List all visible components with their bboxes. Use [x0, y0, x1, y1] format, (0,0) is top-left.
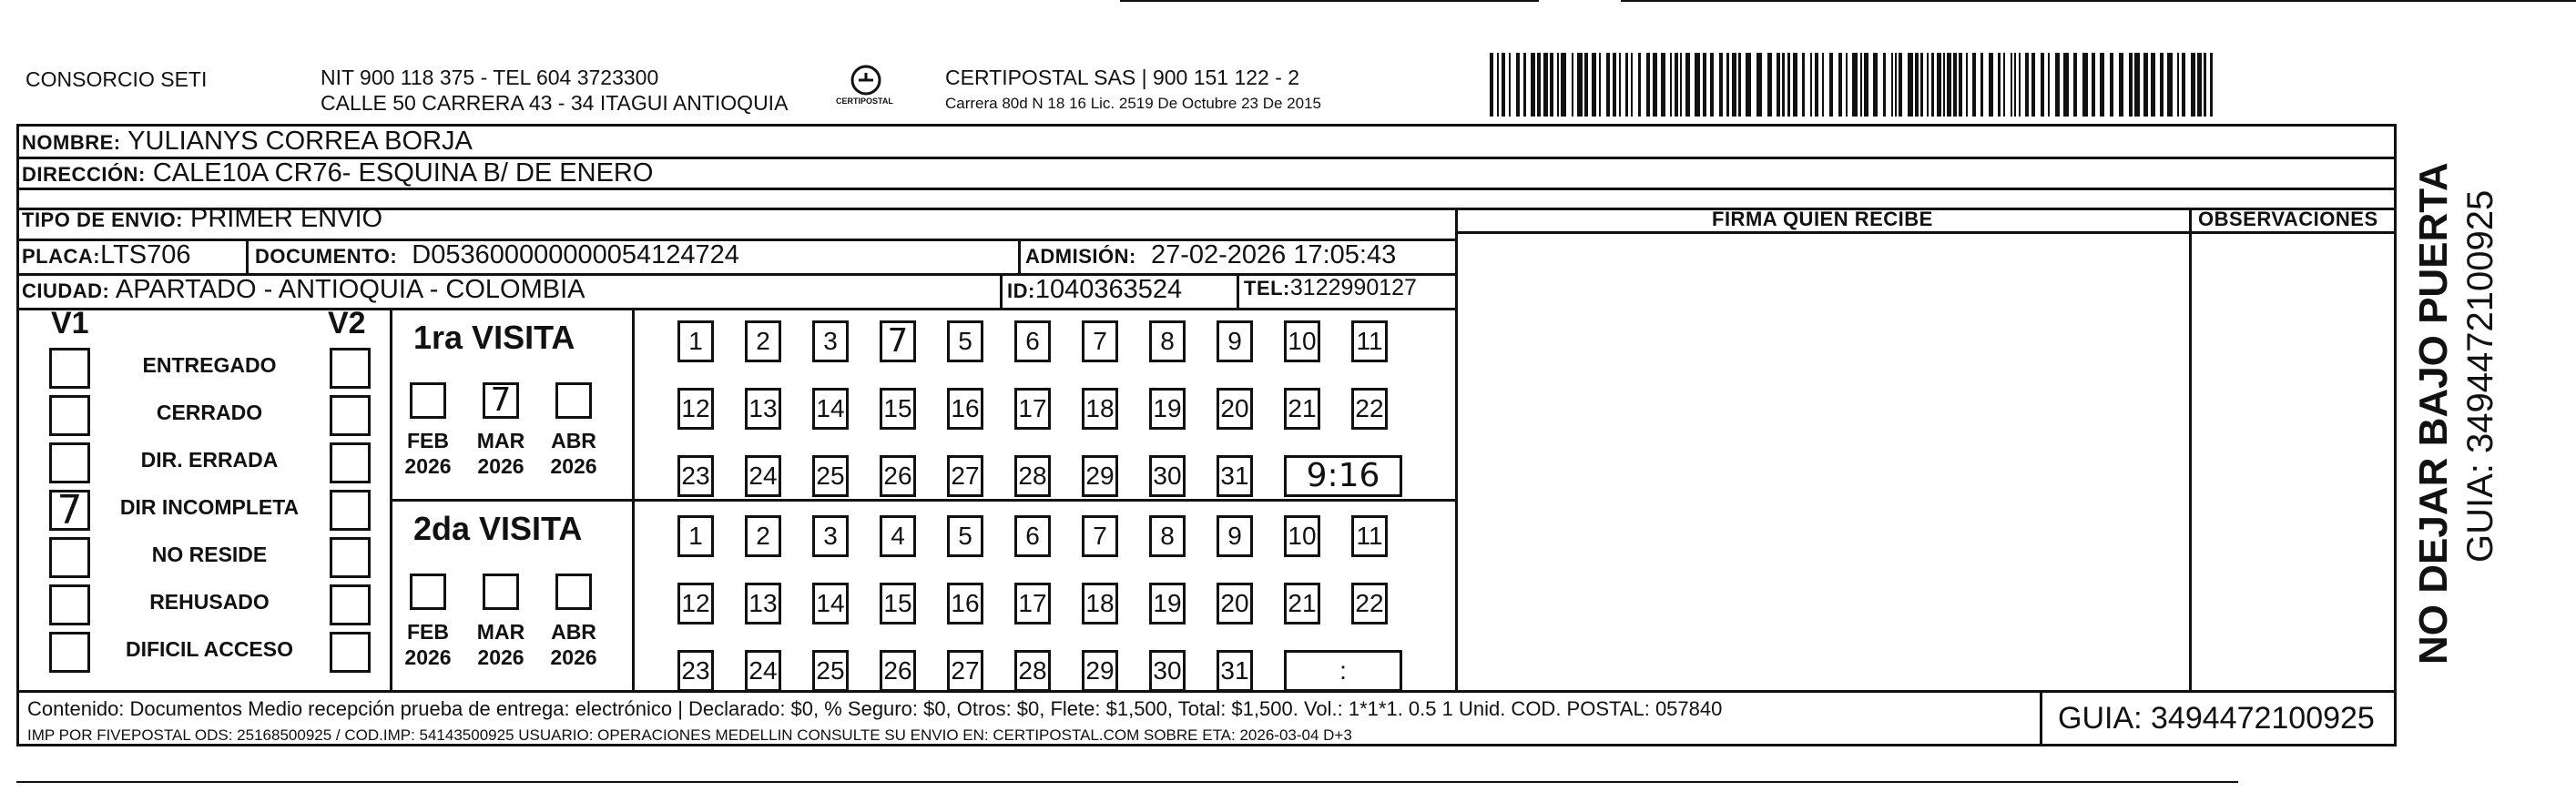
logo-text: CERTIPOSTAL	[836, 96, 893, 106]
barcode-bar	[1998, 53, 2001, 117]
visit2-month-label-mar: MAR	[476, 620, 525, 644]
barcode-bar	[1899, 53, 1902, 117]
visit1-day-19[interactable]: 19	[1149, 388, 1186, 430]
barcode-bar	[1561, 53, 1566, 117]
visit2-day-20[interactable]: 20	[1217, 583, 1253, 624]
visit2-day-2[interactable]: 2	[745, 515, 781, 557]
divider-firma	[1455, 208, 1458, 690]
license-line: Carrera 80d N 18 16 Lic. 2519 De Octubre 23 De 2015	[945, 95, 1321, 112]
barcode-bar	[1497, 53, 1499, 117]
divider-obs	[2189, 208, 2192, 690]
visit2-day-7[interactable]: 7	[1082, 515, 1118, 557]
visit2-day-11[interactable]: 11	[1351, 515, 1388, 557]
barcode-bar	[2063, 53, 2069, 117]
barcode-bar	[1746, 53, 1751, 117]
barcode-bar	[1625, 53, 1628, 117]
barcode-bar	[1891, 53, 1893, 117]
visit1-day-12[interactable]: 12	[677, 388, 714, 430]
visit2-day-12[interactable]: 12	[677, 583, 714, 624]
barcode-bar	[1577, 53, 1583, 117]
barcode-bar	[1653, 53, 1657, 117]
v1-checkbox-cerrado[interactable]	[49, 395, 90, 436]
barcode-bar	[1959, 53, 1962, 117]
visit2-day-14[interactable]: 14	[812, 583, 849, 624]
visit1-day-13[interactable]: 13	[745, 388, 781, 430]
barcode-bar	[2003, 53, 2005, 117]
visit2-day-5[interactable]: 5	[947, 515, 983, 557]
status-label-rehusado: REHUSADO	[149, 590, 270, 614]
placa-row	[22, 240, 191, 270]
visit2-day-24[interactable]: 24	[745, 650, 781, 692]
bottom-rule	[16, 781, 2238, 783]
visit1-day-1[interactable]: 1	[677, 320, 714, 362]
v2-checkbox-dificil-acceso[interactable]	[330, 632, 371, 673]
barcode-bar	[1606, 53, 1610, 117]
visit1-day-11[interactable]: 11	[1351, 320, 1388, 362]
visit1-day-10[interactable]: 10	[1284, 320, 1320, 362]
visit1-month-label-abr: ABR	[551, 429, 596, 452]
barcode-bar	[1943, 53, 1945, 117]
top-rule	[1120, 0, 1539, 2]
barcode-bar	[2041, 53, 2044, 117]
v1-label: V1	[51, 306, 89, 340]
ciudad-value: APARTADO - ANTIOQUIA - COLOMBIA	[115, 275, 585, 304]
barcode-bar	[1557, 53, 1559, 117]
v1-checkbox-dir-errada[interactable]	[49, 442, 90, 483]
visit2-day-13[interactable]: 13	[745, 583, 781, 624]
barcode-bar	[2210, 53, 2213, 117]
barcode-bar	[1726, 53, 1729, 117]
barcode	[1490, 53, 2218, 117]
visit1-day-3[interactable]: 3	[812, 320, 849, 362]
barcode-bar	[1584, 53, 1588, 117]
visit1-month-box-abr[interactable]	[555, 382, 592, 419]
visit2-day-8[interactable]: 8	[1149, 515, 1186, 557]
barcode-bar	[2182, 53, 2185, 117]
observaciones-header: OBSERVACIONES	[2198, 208, 2378, 230]
barcode-bar	[2048, 53, 2050, 117]
barcode-bar	[1793, 53, 1797, 117]
barcode-bar	[1756, 53, 1762, 117]
barcode-bar	[1732, 53, 1736, 117]
v2-label: V2	[328, 306, 366, 340]
barcode-bar	[2073, 53, 2077, 117]
visit2-day-9[interactable]: 9	[1217, 515, 1253, 557]
visit1-day-16[interactable]: 16	[947, 388, 983, 430]
visit1-day-29[interactable]: 29	[1082, 455, 1118, 497]
barcode-bar	[1550, 53, 1553, 117]
visit1-day-26[interactable]: 26	[880, 455, 916, 497]
barcode-bar	[1572, 53, 1573, 117]
documento-row	[255, 240, 739, 270]
v2-checkbox-no-reside[interactable]	[330, 537, 371, 578]
direccion-row	[22, 158, 653, 188]
v1-checkbox-dir-incompleta[interactable]: 7	[49, 490, 90, 531]
barcode-bar	[1777, 53, 1780, 117]
visit2-day-23[interactable]: 23	[677, 650, 714, 692]
barcode-bar	[1670, 53, 1672, 117]
documento-label: DOCUMENTO:	[255, 245, 398, 268]
barcode-bar	[2134, 53, 2140, 117]
ciudad-row	[22, 275, 585, 305]
visit2-day-28[interactable]: 28	[1014, 650, 1051, 692]
barcode-bar	[1767, 53, 1772, 117]
barcode-bar	[1972, 53, 1976, 117]
footer-line1: Contenido: Documentos Medio recepción prueba de entrega: electrónico | Declarado: $0, % Seguro: $0, Otros: $0, Flete: $1,500, Total: $1,500. Vol.: 1*1*1. 0.5 1 Unid. COD. POSTAL: 057840	[27, 697, 1723, 720]
visit2-day-4[interactable]: 4	[880, 515, 916, 557]
barcode-bar	[1953, 53, 1957, 117]
barcode-bar	[1966, 53, 1968, 117]
barcode-bar	[1802, 53, 1805, 117]
tel-label: TEL:	[1244, 277, 1290, 300]
visit2-day-6[interactable]: 6	[1014, 515, 1051, 557]
barcode-bar	[1502, 53, 1505, 117]
admision-value: 27-02-2026 17:05:43	[1150, 240, 1397, 269]
documento-value: D053600000000054124724	[412, 240, 739, 269]
barcode-bar	[2177, 53, 2179, 117]
barcode-bar	[1719, 53, 1723, 117]
visit2-day-21[interactable]: 21	[1284, 583, 1320, 624]
v1-checkbox-entregado[interactable]	[49, 348, 90, 389]
barcode-bar	[1703, 53, 1706, 117]
visit1-day-21[interactable]: 21	[1284, 388, 1320, 430]
barcode-bar	[1523, 53, 1526, 117]
admision-label: ADMISIÓN:	[1025, 245, 1136, 268]
direccion-label: DIRECCIÓN:	[22, 163, 146, 186]
visit1-year-label-abr: 2026	[550, 454, 597, 478]
barcode-bar	[2143, 53, 2148, 117]
id-value: 1040363524	[1034, 275, 1183, 304]
visit2-month-box-abr[interactable]	[555, 574, 592, 610]
company-name: CONSORCIO SETI	[25, 67, 208, 91]
visit2-month-box-feb[interactable]	[410, 574, 446, 610]
visit1-day-2[interactable]: 2	[745, 320, 781, 362]
tel-row	[1244, 275, 1417, 301]
visit2-year-label-abr: 2026	[550, 645, 597, 669]
visit1-day-28[interactable]: 28	[1014, 455, 1051, 497]
nombre-value: YULIANYS CORREA BORJA	[127, 127, 473, 156]
barcode-bar	[2110, 53, 2113, 117]
visit1-day-9[interactable]: 9	[1217, 320, 1253, 362]
visit1-day-6[interactable]: 6	[1014, 320, 1051, 362]
visit2-day-22[interactable]: 22	[1351, 583, 1388, 624]
status-label-entregado: ENTREGADO	[142, 353, 277, 377]
visit1-day-8[interactable]: 8	[1149, 320, 1186, 362]
barcode-bar	[1815, 53, 1818, 117]
visit1-day-7[interactable]: 7	[1082, 320, 1118, 362]
barcode-bar	[1531, 53, 1535, 117]
barcode-bar	[2019, 53, 2021, 117]
barcode-bar	[1920, 53, 1923, 117]
barcode-bar	[1685, 53, 1690, 117]
side-guia: GUIA: 3494472100925	[2460, 189, 2500, 563]
admision-row	[1025, 240, 1396, 270]
visit2-month-label-feb: FEB	[407, 620, 449, 644]
divider-id	[1000, 273, 1003, 308]
visit2-day-10[interactable]: 10	[1284, 515, 1320, 557]
visit2-time-box[interactable]: :	[1284, 650, 1402, 692]
visit2-year-label-feb: 2026	[404, 645, 452, 669]
rule-6	[16, 308, 1455, 310]
v2-checkbox-entregado[interactable]	[330, 348, 371, 389]
barcode-bar	[1543, 53, 1548, 117]
rule-firma-head	[1455, 231, 2397, 234]
visit1-day-25[interactable]: 25	[812, 455, 849, 497]
ciudad-label: CIUDAD:	[22, 279, 110, 302]
visit2-day-16[interactable]: 16	[947, 583, 983, 624]
barcode-bar	[1895, 53, 1897, 117]
visit2-day-26[interactable]: 26	[880, 650, 916, 692]
barcode-bar	[1619, 53, 1621, 117]
barcode-bar	[2031, 53, 2035, 117]
barcode-bar	[1710, 53, 1714, 117]
v1-checkbox-dificil-acceso[interactable]	[49, 632, 90, 673]
placa-value: LTS706	[100, 240, 191, 269]
barcode-bar	[2092, 53, 2095, 117]
visit1-day-27[interactable]: 27	[947, 455, 983, 497]
visit1-day-18[interactable]: 18	[1082, 388, 1118, 430]
direccion-value: CALE10A CR76- ESQUINA B/ DE ENERO	[152, 158, 654, 188]
v2-checkbox-cerrado[interactable]	[330, 395, 371, 436]
address-line: CALLE 50 CARRERA 43 - 34 ITAGUI ANTIOQUIA	[321, 91, 789, 115]
barcode-bar	[1631, 53, 1633, 117]
visit1-month-box-mar[interactable]: 7	[483, 382, 519, 419]
barcode-bar	[1516, 53, 1520, 117]
barcode-bar	[2025, 53, 2029, 117]
barcode-bar	[2082, 53, 2088, 117]
barcode-bar	[1947, 53, 1951, 117]
v2-checkbox-dir-incompleta[interactable]	[330, 490, 371, 531]
side-no-dejar: NO DEJAR BAJO PUERTA	[2411, 162, 2456, 665]
barcode-bar	[1810, 53, 1812, 117]
divider-placa	[246, 239, 249, 273]
barcode-bar	[2197, 53, 2202, 117]
barcode-bar	[1822, 53, 1824, 117]
v1-checkbox-no-reside[interactable]	[49, 537, 90, 578]
tipo-value: PRIMER ENVIO	[189, 204, 383, 233]
visit2-day-17[interactable]: 17	[1014, 583, 1051, 624]
barcode-bar	[1646, 53, 1650, 117]
barcode-bar	[1661, 53, 1665, 117]
barcode-bar	[2129, 53, 2133, 117]
barcode-bar	[2160, 53, 2164, 117]
placa-label: PLACA:	[22, 245, 101, 268]
barcode-bar	[1638, 53, 1641, 117]
certipostal-logo	[836, 62, 896, 113]
barcode-bar	[1846, 53, 1848, 117]
tipo-label: TIPO DE ENVIO:	[22, 208, 183, 231]
visit2-day-31[interactable]: 31	[1217, 650, 1253, 692]
visit1-day-5[interactable]: 5	[947, 320, 983, 362]
visit1-day-23[interactable]: 23	[677, 455, 714, 497]
barcode-bar	[1838, 53, 1842, 117]
barcode-bar	[2055, 53, 2060, 117]
footer-line2: IMP POR FIVEPOSTAL ODS: 25168500925 / COD.IMP: 54143500925 USUARIO: OPERACIONES MEDELLIN CONSULTE SU ENVIO EN: CERTIPOSTAL.COM SOBRE ETA: 2026-03-04 D+3	[27, 726, 1352, 744]
visit2-title: 2da VISITA	[413, 510, 583, 547]
barcode-bar	[2014, 53, 2016, 117]
visit1-day-15[interactable]: 15	[880, 388, 916, 430]
visit2-month-box-mar[interactable]	[483, 574, 519, 610]
barcode-bar	[1509, 53, 1511, 117]
barcode-bar	[1937, 53, 1941, 117]
status-label-dir-incompleta: DIR INCOMPLETA	[119, 495, 300, 519]
nombre-row	[22, 127, 473, 157]
visit2-day-29[interactable]: 29	[1082, 650, 1118, 692]
footer-guia: GUIA: 3494472100925	[2058, 701, 2375, 736]
barcode-bar	[2011, 53, 2012, 117]
visit2-day-19[interactable]: 19	[1149, 583, 1186, 624]
visit1-day-30[interactable]: 30	[1149, 455, 1186, 497]
barcode-bar	[1592, 53, 1596, 117]
status-label-dir-errada: DIR. ERRADA	[140, 448, 279, 472]
barcode-bar	[2100, 53, 2104, 117]
status-label-cerrado: CERRADO	[156, 401, 263, 424]
barcode-bar	[1490, 53, 1493, 117]
divider-tel	[1237, 273, 1239, 308]
visit2-day-30[interactable]: 30	[1149, 650, 1186, 692]
barcode-bar	[2167, 53, 2173, 117]
tel-value: 3122990127	[1289, 275, 1417, 300]
visit1-year-label-feb: 2026	[404, 454, 452, 478]
barcode-bar	[1915, 53, 1919, 117]
id-row	[1007, 275, 1182, 305]
barcode-bar	[1980, 53, 1983, 117]
barcode-bar	[1695, 53, 1700, 117]
divider-visits	[390, 499, 1455, 502]
barcode-bar	[1782, 53, 1785, 117]
nombre-label: NOMBRE:	[22, 131, 121, 154]
visit1-year-label-mar: 2026	[477, 454, 524, 478]
v2-checkbox-rehusado[interactable]	[330, 584, 371, 625]
visit2-day-15[interactable]: 15	[880, 583, 916, 624]
divider-footer-guia	[2040, 690, 2042, 746]
barcode-bar	[1883, 53, 1886, 117]
v1-checkbox-rehusado[interactable]	[49, 584, 90, 625]
visit2-year-label-mar: 2026	[477, 645, 524, 669]
visit1-day-4[interactable]: 7	[880, 320, 916, 362]
visit2-day-27[interactable]: 27	[947, 650, 983, 692]
barcode-bar	[2151, 53, 2155, 117]
visit1-day-24[interactable]: 24	[745, 455, 781, 497]
visit2-month-label-abr: ABR	[551, 620, 596, 644]
id-label: ID:	[1007, 279, 1035, 302]
barcode-bar	[1864, 53, 1868, 117]
tipo-row	[22, 204, 382, 234]
barcode-bar	[2204, 53, 2206, 117]
barcode-bar	[1675, 53, 1678, 117]
visit1-day-17[interactable]: 17	[1014, 388, 1051, 430]
visit2-day-25[interactable]: 25	[812, 650, 849, 692]
barcode-bar	[1829, 53, 1833, 117]
nit-line: NIT 900 118 375 - TEL 604 3723300	[321, 66, 659, 89]
visit2-day-3[interactable]: 3	[812, 515, 849, 557]
barcode-bar	[1873, 53, 1878, 117]
barcode-bar	[1908, 53, 1913, 117]
visit1-day-22[interactable]: 22	[1351, 388, 1388, 430]
barcode-bar	[1613, 53, 1616, 117]
visit1-title: 1ra VISITA	[413, 319, 575, 356]
barcode-bar	[1738, 53, 1741, 117]
barcode-bar	[1599, 53, 1601, 117]
barcode-bar	[1787, 53, 1790, 117]
visit1-time-box[interactable]: 9:16	[1284, 455, 1402, 497]
carrier-line: CERTIPOSTAL SAS | 900 151 122 - 2	[945, 66, 1300, 89]
divider-admision	[1018, 239, 1021, 273]
barcode-bar	[2119, 53, 2123, 117]
visit1-month-box-feb[interactable]	[410, 382, 446, 419]
visit2-day-1[interactable]: 1	[677, 515, 714, 557]
firma-header: FIRMA QUIEN RECIBE	[1712, 208, 1933, 230]
barcode-bar	[2191, 53, 2195, 117]
visit1-month-label-feb: FEB	[407, 429, 449, 452]
visit1-day-20[interactable]: 20	[1217, 388, 1253, 430]
barcode-bar	[1537, 53, 1541, 117]
status-label-dificil-acceso: DIFICIL ACCESO	[125, 637, 293, 661]
visit1-day-14[interactable]: 14	[812, 388, 849, 430]
top-rule-right	[1621, 0, 2576, 2]
v2-checkbox-dir-errada[interactable]	[330, 442, 371, 483]
barcode-bar	[1860, 53, 1862, 117]
barcode-bar	[1931, 53, 1934, 117]
barcode-bar	[1680, 53, 1682, 117]
visit1-month-label-mar: MAR	[476, 429, 525, 452]
barcode-bar	[1989, 53, 1993, 117]
barcode-bar	[1927, 53, 1929, 117]
barcode-bar	[1852, 53, 1858, 117]
visit2-day-18[interactable]: 18	[1082, 583, 1118, 624]
status-label-no-reside: NO RESIDE	[151, 543, 268, 566]
visit1-day-31[interactable]: 31	[1217, 455, 1253, 497]
